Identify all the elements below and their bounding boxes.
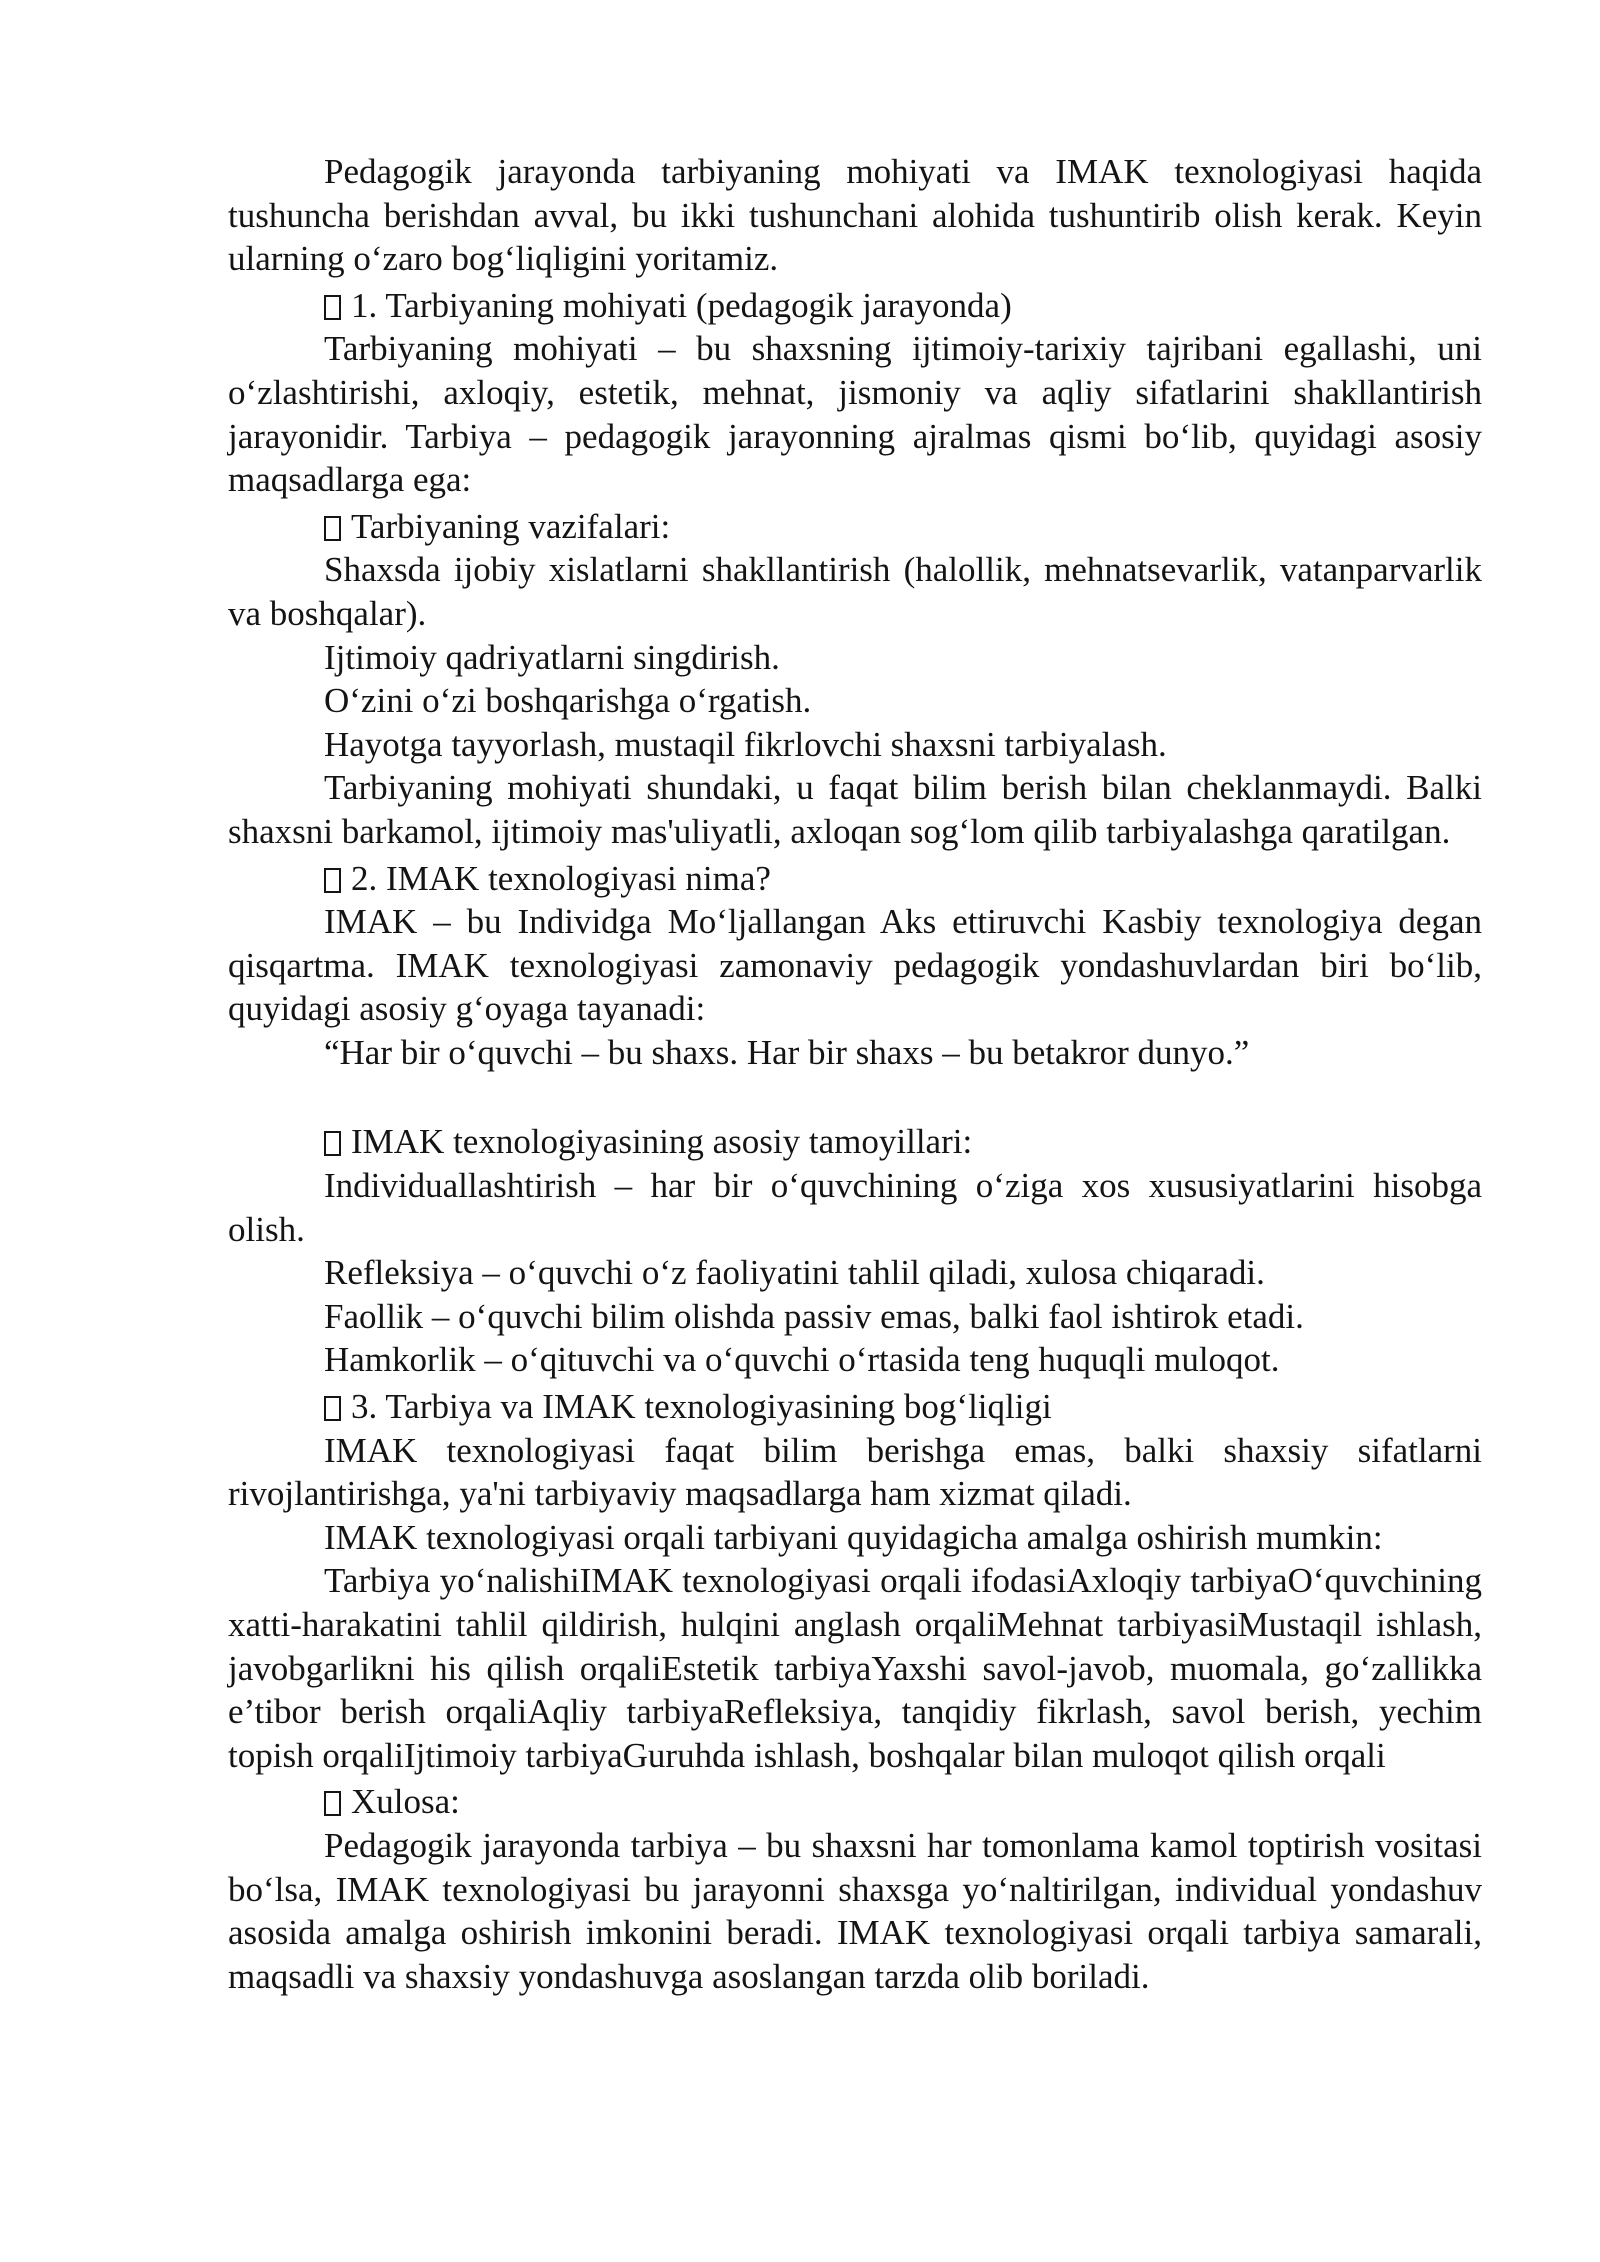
body-paragraph (228, 636, 1482, 680)
paragraph-text: Pedagogik jarayonda tarbiyaning mohiyati va IMAK texnologiyasi haqida tushuncha berishdan avval, bu ikki tushunchani alohida tushuntirib olish kerak. Keyin ularning o‘zaro bog‘liqligini yoritamiz. (228, 152, 1482, 279)
paragraph-text: IMAK texnologiyasi orqali tarbiyani quyidagicha amalga oshirish mumkin: (324, 1517, 1383, 1557)
paragraph-text: IMAK – bu Individga Mo‘ljallangan Aks ettiruvchi Kasbiy texnologiya degan qisqartma. IMAK texnologiyasi zamonaviy pedagogik yondashuvlardan biri bo‘lib, quyidagi asosiy g‘oyaga tayanadi: (228, 902, 1482, 1029)
blank-line (228, 1074, 1482, 1117)
heading-text: 1. Tarbiyaning mohiyati (pedagogik jarayonda) (351, 285, 1012, 325)
paragraph-text: Tarbiya yo‘nalishiIMAK texnologiyasi orqali ifodasiAxloqiy tarbiyaO‘quvchining xatti-harakatini tahlil qildirish, hulqini anglash orqaliMehnat tarbiyasiMustaqil ishlash, javobgarlikni his qilish orqaliEstetik tarbiyaYaxshi savol-javob, muomala, go‘zallikka e’tibor berish orqaliAqliy tarbiyaRefleksiya, tanqidiy fikrlash, savol berish, yechim topish orqaliIjtimoiy tarbiyaGuruhda ishlash, boshqalar bilan muloqot qilish orqali (228, 1561, 1482, 1775)
section-heading (228, 1385, 1482, 1429)
body-paragraph (228, 1559, 1482, 1777)
missing-glyph-icon (324, 868, 341, 893)
body-paragraph (228, 766, 1482, 853)
body-paragraph (228, 1824, 1482, 1998)
missing-glyph-icon (324, 1396, 341, 1421)
section-heading (228, 284, 1482, 328)
body-paragraph (228, 1516, 1482, 1560)
paragraph-text: IMAK texnologiyasi faqat bilim berishga emas, balki shaxsiy sifatlarni rivojlantirishga, ya'ni tarbiyaviy maqsadlarga ham xizmat qiladi. (228, 1430, 1482, 1514)
body-paragraph (228, 1251, 1482, 1295)
paragraph-text: Tarbiyaning mohiyati shundaki, u faqat bilim berish bilan cheklanmaydi. Balki shaxsni barkamol, ijtimoiy mas'uliyatli, axloqan sog‘lom qilib tarbiyalashga qaratilgan. (228, 768, 1482, 851)
section-heading (228, 1780, 1482, 1824)
heading-text: IMAK texnologiyasining asosiy tamoyillari: (351, 1122, 973, 1162)
body-paragraph (228, 1338, 1482, 1382)
missing-glyph-icon (324, 1791, 341, 1816)
missing-glyph-icon (324, 516, 341, 541)
paragraph-text: O‘zini o‘zi boshqarishga o‘rgatish. (324, 681, 812, 721)
missing-glyph-icon (324, 1131, 341, 1156)
heading-text: Xulosa: (351, 1782, 460, 1822)
body-paragraph (228, 900, 1482, 1031)
paragraph-text: Faollik – o‘quvchi bilim olishda passiv emas, balki faol ishtirok etadi. (324, 1296, 1304, 1336)
heading-text: 3. Tarbiya va IMAK texnologiyasining bog‘liqligi (351, 1387, 1052, 1427)
body-paragraph (228, 1429, 1482, 1516)
body-paragraph (228, 150, 1482, 281)
section-heading (228, 857, 1482, 901)
paragraph-text: “Har bir o‘quvchi – bu shaxs. Har bir shaxs – bu betakror dunyo.” (324, 1032, 1250, 1072)
heading-text: 2. IMAK texnologiyasi nima? (351, 858, 771, 898)
section-heading (228, 1120, 1482, 1164)
body-paragraph (228, 327, 1482, 501)
paragraph-text: Pedagogik jarayonda tarbiya – bu shaxsni har tomonlama kamol toptirish vositasi bo‘lsa, IMAK texnologiyasi bu jarayonni shaxsga yo‘naltirilgan, individual yondashuv asosida amalga oshirish imkonini beradi. IMAK texnologiyasi orqali tarbiya samarali, maqsadli va shaxsiy yondashuvga asoslangan tarzda olib boriladi. (228, 1825, 1482, 1996)
paragraph-text: Hamkorlik – o‘qituvchi va o‘quvchi o‘rtasida teng huquqli muloqot. (324, 1340, 1280, 1380)
section-heading (228, 505, 1482, 549)
paragraph-text: Hayotga tayyorlash, mustaqil fikrlovchi shaxsni tarbiyalash. (324, 724, 1167, 764)
body-paragraph (228, 1164, 1482, 1251)
body-paragraph (228, 548, 1482, 635)
paragraph-text: Tarbiyaning mohiyati – bu shaxsning ijtimoiy-tarixiy tajribani egallashi, uni o‘zlashtirishi, axloqiy, estetik, mehnat, jismoniy va aqliy sifatlarini shakllantirish jarayonidir. Tarbiya – pedagogik jarayonning ajralmas qismi bo‘lib, quyidagi asosiy maqsadlarga ega: (228, 329, 1482, 500)
body-paragraph (228, 679, 1482, 723)
paragraph-text: Ijtimoiy qadriyatlarni singdirish. (324, 637, 780, 677)
body-paragraph (228, 1295, 1482, 1339)
heading-text: Tarbiyaning vazifalari: (351, 506, 671, 546)
missing-glyph-icon (324, 295, 341, 320)
paragraph-text: Refleksiya – o‘quvchi o‘z faoliyatini tahlil qiladi, xulosa chiqaradi. (324, 1253, 1265, 1293)
paragraph-text: Individuallashtirish – har bir o‘quvchining o‘ziga xos xususiyatlarini hisobga olish. (228, 1166, 1482, 1249)
body-paragraph (228, 723, 1482, 767)
body-paragraph (228, 1031, 1482, 1075)
paragraph-text: Shaxsda ijobiy xislatlarni shakllantirish (halollik, mehnatsevarlik, vatanparvarlik va boshqalar). (228, 550, 1482, 633)
